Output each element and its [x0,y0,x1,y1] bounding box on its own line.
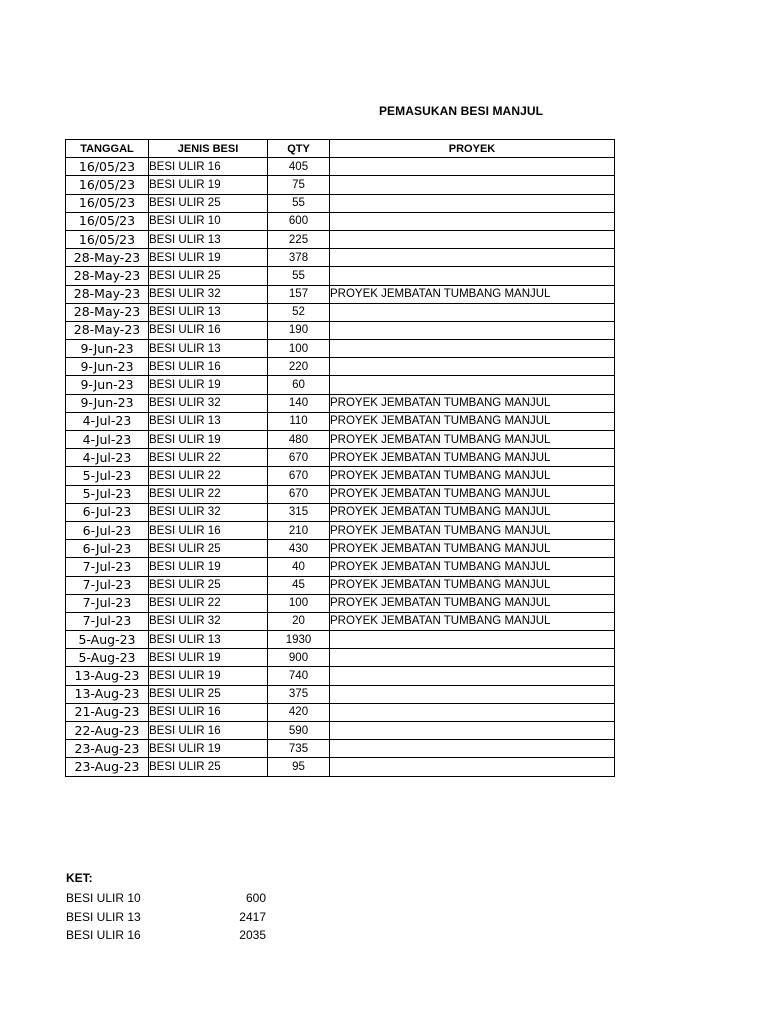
cell-qty: 100 [268,340,330,358]
cell-proyek [330,194,615,212]
cell-jenis-besi: BESI ULIR 25 [149,685,268,703]
cell-qty: 420 [268,703,330,721]
cell-tanggal: 9-Jun-23 [66,376,149,394]
cell-tanggal: 4-Jul-23 [66,431,149,449]
cell-jenis-besi: BESI ULIR 32 [149,612,268,630]
cell-tanggal: 16/05/23 [66,212,149,230]
cell-qty: 480 [268,431,330,449]
cell-jenis-besi: BESI ULIR 19 [149,176,268,194]
cell-qty: 157 [268,285,330,303]
ket-item-value: 600 [245,891,266,905]
header-qty: QTY [268,140,330,158]
cell-tanggal: 7-Jul-23 [66,558,149,576]
cell-jenis-besi: BESI ULIR 25 [149,576,268,594]
cell-tanggal: 6-Jul-23 [66,521,149,539]
cell-qty: 740 [268,667,330,685]
cell-proyek [330,358,615,376]
cell-tanggal: 22-Aug-23 [66,722,149,740]
cell-jenis-besi: BESI ULIR 22 [149,467,268,485]
cell-proyek: PROYEK JEMBATAN TUMBANG MANJUL [330,467,615,485]
table-row [66,722,615,740]
cell-tanggal: 28-May-23 [66,303,149,321]
header-tanggal: TANGGAL [66,140,149,158]
cell-jenis-besi: BESI ULIR 16 [149,521,268,539]
cell-qty: 100 [268,594,330,612]
cell-jenis-besi: BESI ULIR 19 [149,649,268,667]
cell-proyek [330,249,615,267]
cell-tanggal: 23-Aug-23 [66,740,149,758]
cell-proyek [330,667,615,685]
cell-qty: 735 [268,740,330,758]
cell-proyek [330,631,615,649]
cell-jenis-besi: BESI ULIR 13 [149,303,268,321]
cell-qty: 190 [268,321,330,339]
cell-qty: 55 [268,194,330,212]
cell-jenis-besi: BESI ULIR 19 [149,249,268,267]
cell-proyek [330,230,615,248]
cell-qty: 55 [268,267,330,285]
table-row [66,158,615,176]
cell-qty: 670 [268,467,330,485]
table-row [66,394,615,412]
cell-tanggal: 13-Aug-23 [66,685,149,703]
cell-jenis-besi: BESI ULIR 16 [149,703,268,721]
cell-proyek [330,321,615,339]
table-row [66,321,615,339]
cell-tanggal: 5-Aug-23 [66,631,149,649]
header-proyek: PROYEK [330,140,615,158]
table-row [66,249,615,267]
cell-proyek [330,340,615,358]
cell-proyek: PROYEK JEMBATAN TUMBANG MANJUL [330,485,615,503]
cell-jenis-besi: BESI ULIR 32 [149,394,268,412]
table-row [66,540,615,558]
cell-qty: 45 [268,576,330,594]
cell-jenis-besi: BESI ULIR 16 [149,722,268,740]
cell-proyek [330,740,615,758]
cell-tanggal: 16/05/23 [66,194,149,212]
table-row [66,230,615,248]
cell-jenis-besi: BESI ULIR 19 [149,376,268,394]
cell-proyek: PROYEK JEMBATAN TUMBANG MANJUL [330,612,615,630]
table-row [66,267,615,285]
table-row [66,485,615,503]
cell-tanggal: 5-Jul-23 [66,467,149,485]
table-row [66,667,615,685]
cell-qty: 900 [268,649,330,667]
cell-tanggal: 21-Aug-23 [66,703,149,721]
cell-jenis-besi: BESI ULIR 16 [149,321,268,339]
cell-jenis-besi: BESI ULIR 13 [149,412,268,430]
cell-jenis-besi: BESI ULIR 19 [149,667,268,685]
table-row [66,612,615,630]
table-row [66,358,615,376]
ket-item-name: BESI ULIR 13 [66,909,141,924]
ket-list [66,889,266,945]
cell-proyek [330,212,615,230]
cell-proyek [330,176,615,194]
cell-tanggal: 13-Aug-23 [66,667,149,685]
cell-proyek [330,703,615,721]
cell-jenis-besi: BESI ULIR 16 [149,158,268,176]
cell-qty: 110 [268,412,330,430]
cell-tanggal: 28-May-23 [66,321,149,339]
cell-qty: 670 [268,449,330,467]
cell-jenis-besi: BESI ULIR 19 [149,558,268,576]
table-row [66,303,615,321]
cell-qty: 405 [268,158,330,176]
cell-jenis-besi: BESI ULIR 19 [149,740,268,758]
cell-jenis-besi: BESI ULIR 13 [149,340,268,358]
cell-jenis-besi: BESI ULIR 22 [149,485,268,503]
ket-item-value: 2417 [239,909,266,924]
cell-tanggal: 4-Jul-23 [66,449,149,467]
cell-qty: 95 [268,758,330,776]
cell-tanggal: 5-Jul-23 [66,485,149,503]
cell-jenis-besi: BESI ULIR 25 [149,194,268,212]
cell-proyek [330,722,615,740]
table-row [66,194,615,212]
cell-proyek: PROYEK JEMBATAN TUMBANG MANJUL [330,394,615,412]
cell-qty: 220 [268,358,330,376]
cell-jenis-besi: BESI ULIR 22 [149,449,268,467]
cell-proyek [330,158,615,176]
table-row [66,631,615,649]
cell-qty: 430 [268,540,330,558]
cell-qty: 225 [268,230,330,248]
cell-qty: 210 [268,521,330,539]
table-row [66,285,615,303]
ket-item [66,889,266,908]
cell-proyek [330,758,615,776]
cell-tanggal: 16/05/23 [66,230,149,248]
cell-qty: 75 [268,176,330,194]
table-header-row [66,140,615,158]
table-row [66,212,615,230]
cell-jenis-besi: BESI ULIR 10 [149,212,268,230]
cell-tanggal: 16/05/23 [66,158,149,176]
table-row [66,340,615,358]
cell-proyek: PROYEK JEMBATAN TUMBANG MANJUL [330,594,615,612]
cell-tanggal: 23-Aug-23 [66,758,149,776]
cell-tanggal: 9-Jun-23 [66,340,149,358]
table-row [66,594,615,612]
cell-qty: 378 [268,249,330,267]
ket-item [66,926,266,945]
cell-jenis-besi: BESI ULIR 25 [149,758,268,776]
cell-tanggal: 6-Jul-23 [66,503,149,521]
cell-qty: 590 [268,722,330,740]
cell-proyek [330,376,615,394]
table-body [66,158,615,776]
cell-proyek: PROYEK JEMBATAN TUMBANG MANJUL [330,558,615,576]
cell-tanggal: 9-Jun-23 [66,394,149,412]
cell-proyek: PROYEK JEMBATAN TUMBANG MANJUL [330,503,615,521]
ket-item-name: BESI ULIR 10 [66,891,141,905]
table-row [66,376,615,394]
cell-qty: 600 [268,212,330,230]
cell-proyek: PROYEK JEMBATAN TUMBANG MANJUL [330,576,615,594]
cell-tanggal: 16/05/23 [66,176,149,194]
cell-proyek: PROYEK JEMBATAN TUMBANG MANJUL [330,521,615,539]
table-row [66,703,615,721]
cell-proyek: PROYEK JEMBATAN TUMBANG MANJUL [330,285,615,303]
table-row [66,576,615,594]
cell-jenis-besi: BESI ULIR 25 [149,540,268,558]
cell-qty: 60 [268,376,330,394]
cell-proyek: PROYEK JEMBATAN TUMBANG MANJUL [330,449,615,467]
cell-jenis-besi: BESI ULIR 32 [149,503,268,521]
cell-qty: 140 [268,394,330,412]
cell-jenis-besi: BESI ULIR 22 [149,594,268,612]
cell-jenis-besi: BESI ULIR 32 [149,285,268,303]
ket-item-name: BESI ULIR 16 [66,928,141,942]
table-row [66,685,615,703]
table-row [66,176,615,194]
table-row [66,503,615,521]
ket-item [66,908,266,927]
table-row [66,467,615,485]
page-title: PEMASUKAN BESI MANJUL [378,104,544,118]
cell-qty: 670 [268,485,330,503]
cell-tanggal: 4-Jul-23 [66,412,149,430]
table-row [66,412,615,430]
ket-item-value: 2035 [239,928,266,942]
cell-jenis-besi: BESI ULIR 13 [149,230,268,248]
cell-qty: 40 [268,558,330,576]
table-row [66,558,615,576]
header-jenis-besi: JENIS BESI [149,140,268,158]
cell-jenis-besi: BESI ULIR 16 [149,358,268,376]
cell-qty: 1930 [268,631,330,649]
cell-qty: 52 [268,303,330,321]
cell-tanggal: 28-May-23 [66,285,149,303]
table-row [66,431,615,449]
cell-proyek [330,267,615,285]
cell-jenis-besi: BESI ULIR 13 [149,631,268,649]
table-row [66,521,615,539]
cell-tanggal: 7-Jul-23 [66,594,149,612]
cell-tanggal: 5-Aug-23 [66,649,149,667]
cell-proyek [330,649,615,667]
cell-qty: 375 [268,685,330,703]
cell-jenis-besi: BESI ULIR 25 [149,267,268,285]
cell-proyek: PROYEK JEMBATAN TUMBANG MANJUL [330,540,615,558]
cell-tanggal: 9-Jun-23 [66,358,149,376]
ket-label: KET: [66,871,93,885]
cell-tanggal: 6-Jul-23 [66,540,149,558]
table-row [66,649,615,667]
cell-tanggal: 28-May-23 [66,267,149,285]
cell-jenis-besi: BESI ULIR 19 [149,431,268,449]
cell-tanggal: 7-Jul-23 [66,576,149,594]
cell-proyek [330,303,615,321]
cell-qty: 315 [268,503,330,521]
cell-proyek: PROYEK JEMBATAN TUMBANG MANJUL [330,412,615,430]
cell-qty: 20 [268,612,330,630]
table-row [66,758,615,776]
table-row [66,740,615,758]
cell-tanggal: 28-May-23 [66,249,149,267]
table-row [66,449,615,467]
besi-table [65,139,615,777]
cell-tanggal: 7-Jul-23 [66,612,149,630]
ket-section [66,870,266,945]
cell-proyek [330,685,615,703]
cell-proyek: PROYEK JEMBATAN TUMBANG MANJUL [330,431,615,449]
